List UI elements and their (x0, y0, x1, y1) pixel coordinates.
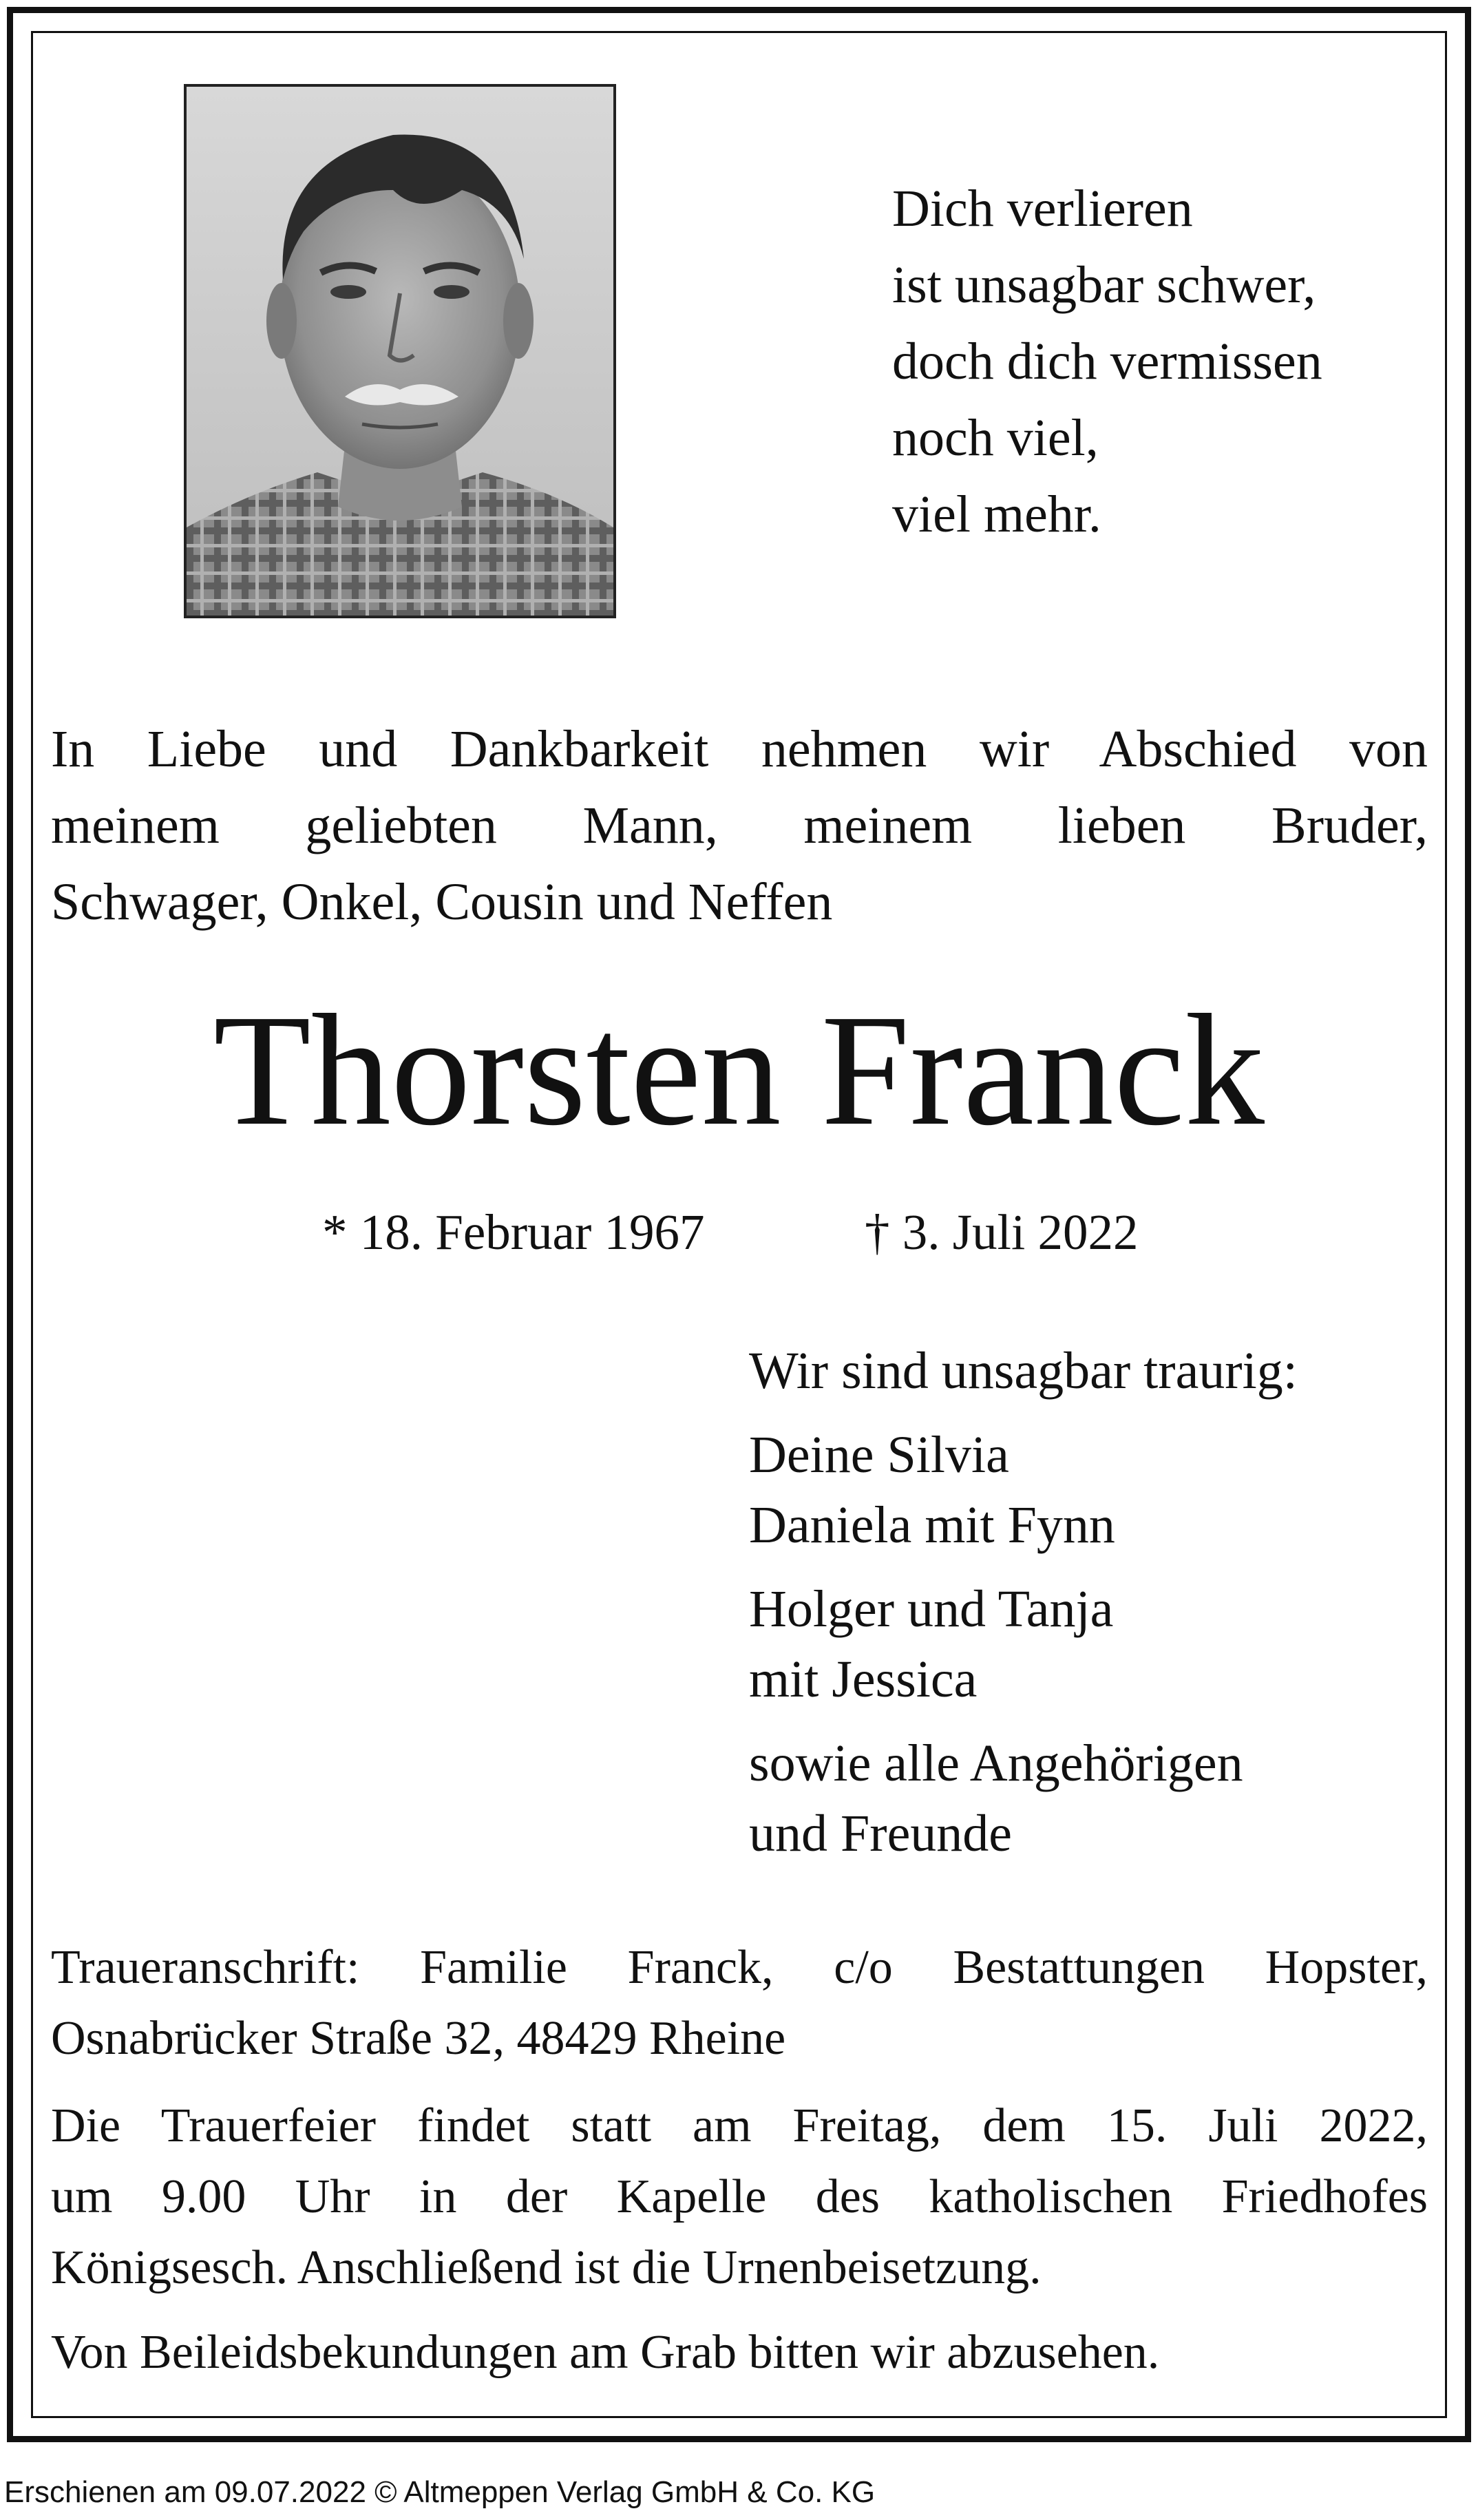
ceremony-line: Königsesch. Anschließend ist die Urnenbeisetzung. (51, 2241, 1042, 2294)
deceased-name: Thorsten Franck (213, 982, 1265, 1159)
poem-line: viel mehr. (892, 485, 1101, 543)
mourner-name: und Freunde (749, 1805, 1013, 1862)
mourning-address (51, 1932, 1428, 2074)
intro-line: In Liebe und Dankbarkeit nehmen wir Abschied von (51, 720, 1428, 778)
mourner-group (749, 1574, 1298, 1714)
intro-line: meinem geliebten Mann, meinem lieben Bruder, (51, 797, 1428, 854)
mourner-name: Holger und Tanja (749, 1580, 1114, 1638)
portrait-photo (184, 84, 616, 618)
birth-date: * 18. Februar 1967 (322, 1204, 705, 1260)
mourner-name: Deine Silvia (749, 1426, 1009, 1484)
poem (892, 171, 1322, 553)
condolence-note (51, 2317, 1428, 2388)
poem-line: noch viel, (892, 409, 1099, 467)
intro-paragraph (51, 711, 1428, 941)
poem-line: Dich verlieren (892, 180, 1193, 238)
mourners-heading: Wir sind unsagbar traurig: (749, 1342, 1298, 1400)
mourner-group (749, 1728, 1298, 1869)
publication-footer: Erschienen am 09.07.2022 © Altmeppen Verlag GmbH & Co. KG (4, 2475, 876, 2509)
mourners-list (749, 1336, 1298, 1882)
ceremony-info (51, 2090, 1428, 2303)
mourner-group (749, 1420, 1298, 1560)
ceremony-line: um 9.00 Uhr in der Kapelle des katholischen Friedhofes (51, 2170, 1428, 2223)
address-line: Traueranschrift: Familie Franck, c/o Bestattungen Hopster, (51, 1941, 1428, 1994)
condolence-line: Von Beileidsbekundungen am Grab bitten wir abzusehen. (51, 2326, 1160, 2379)
address-line: Osnabrücker Straße 32, 48429 Rheine (51, 2012, 786, 2065)
poem-line: doch dich vermissen (892, 333, 1322, 390)
mourner-name: Daniela mit Fynn (749, 1496, 1115, 1554)
ceremony-line: Die Trauerfeier findet statt am Freitag, dem 15. Juli 2022, (51, 2099, 1428, 2152)
poem-line: ist unsagbar schwer, (892, 256, 1316, 314)
mourner-name: mit Jessica (749, 1650, 978, 1708)
mourner-name: sowie alle Angehörigen (749, 1734, 1243, 1792)
death-date: † 3. Juli 2022 (865, 1204, 1139, 1260)
portrait-image (187, 87, 613, 616)
intro-line: Schwager, Onkel, Cousin und Neffen (51, 873, 833, 931)
